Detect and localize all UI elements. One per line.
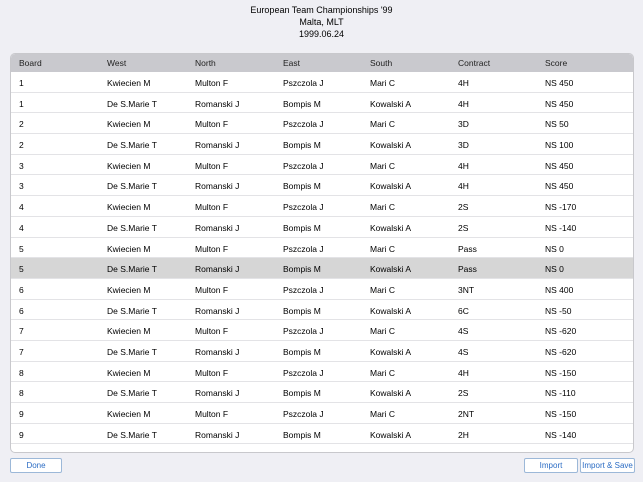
table-row[interactable] xyxy=(11,72,633,93)
table-row[interactable] xyxy=(11,258,633,279)
column-header-score[interactable]: Score xyxy=(545,58,568,68)
cell-score: NS 450 xyxy=(545,181,574,192)
cell-board: 7 xyxy=(19,326,24,337)
cell-board: 7 xyxy=(19,346,24,357)
cell-west: De S.Marie T xyxy=(107,181,157,192)
cell-west: De S.Marie T xyxy=(107,429,157,440)
cell-board: 9 xyxy=(19,429,24,440)
cell-south: Kowalski A xyxy=(370,222,412,233)
cell-north: Romanski J xyxy=(195,98,240,109)
cell-west: De S.Marie T xyxy=(107,305,157,316)
cell-board: 2 xyxy=(19,119,24,130)
cell-north: Multon F xyxy=(195,326,229,337)
cell-north: Multon F xyxy=(195,78,229,88)
done-button[interactable]: Done xyxy=(10,458,62,473)
cell-west: De S.Marie T xyxy=(107,222,157,233)
cell-south: Kowalski A xyxy=(370,264,412,275)
cell-north: Multon F xyxy=(195,243,229,254)
cell-contract: 4H xyxy=(458,181,469,192)
cell-board: 9 xyxy=(19,409,24,419)
cell-north: Multon F xyxy=(195,160,229,171)
cell-south: Kowalski A xyxy=(370,181,412,192)
cell-score: NS -620 xyxy=(545,326,577,337)
event-header xyxy=(0,0,643,44)
cell-south: Kowalski A xyxy=(370,140,412,151)
cell-board: 1 xyxy=(19,78,24,88)
cell-board: 8 xyxy=(19,388,24,399)
cell-east: Bompis M xyxy=(283,181,321,192)
cell-score: NS 0 xyxy=(545,243,564,254)
table-row[interactable] xyxy=(11,93,633,114)
cell-score: NS -140 xyxy=(545,222,577,233)
cell-east: Pszczola J xyxy=(283,78,324,88)
cell-score: NS -150 xyxy=(545,367,577,378)
cell-score: NS -50 xyxy=(545,305,572,316)
cell-south: Mari C xyxy=(370,202,396,213)
cell-north: Romanski J xyxy=(195,181,240,192)
cell-north: Multon F xyxy=(195,409,229,419)
cell-west: Kwiecien M xyxy=(107,367,151,378)
cell-north: Romanski J xyxy=(195,305,240,316)
cell-score: NS 50 xyxy=(545,119,569,130)
cell-contract: 2H xyxy=(458,429,469,440)
column-header-south[interactable]: South xyxy=(370,58,393,68)
column-header-board[interactable]: Board xyxy=(19,58,42,68)
table-row[interactable] xyxy=(11,403,633,424)
column-header-contract[interactable]: Contract xyxy=(458,58,491,68)
cell-east: Bompis M xyxy=(283,222,321,233)
cell-board: 3 xyxy=(19,160,24,171)
column-header-north[interactable]: North xyxy=(195,58,216,68)
column-header-east[interactable]: East xyxy=(283,58,301,68)
cell-south: Mari C xyxy=(370,409,396,419)
cell-board: 3 xyxy=(19,181,24,192)
cell-north: Multon F xyxy=(195,284,229,295)
cell-north: Romanski J xyxy=(195,388,240,399)
cell-south: Mari C xyxy=(370,243,396,254)
table-header xyxy=(11,54,633,72)
cell-east: Pszczola J xyxy=(283,409,324,419)
table-row[interactable] xyxy=(11,175,633,196)
cell-board: 4 xyxy=(19,222,24,233)
cell-south: Kowalski A xyxy=(370,388,412,399)
cell-west: De S.Marie T xyxy=(107,140,157,151)
cell-east: Pszczola J xyxy=(283,160,324,171)
cell-east: Pszczola J xyxy=(283,243,324,254)
cell-east: Pszczola J xyxy=(283,326,324,337)
cell-contract: 6C xyxy=(458,305,469,316)
cell-west: De S.Marie T xyxy=(107,388,157,399)
cell-east: Bompis M xyxy=(283,346,321,357)
results-table xyxy=(10,53,634,453)
table-row[interactable] xyxy=(11,155,633,176)
event-date: 1999.06.24 xyxy=(298,29,345,39)
cell-board: 6 xyxy=(19,305,24,316)
cell-contract: 4H xyxy=(458,160,469,171)
cell-west: Kwiecien M xyxy=(107,160,151,171)
import-button[interactable]: Import xyxy=(524,458,578,473)
table-row[interactable] xyxy=(11,238,633,259)
cell-contract: 4H xyxy=(458,367,469,378)
cell-north: Multon F xyxy=(195,202,229,213)
cell-north: Romanski J xyxy=(195,222,240,233)
cell-board: 1 xyxy=(19,98,24,109)
cell-east: Bompis M xyxy=(283,264,321,275)
cell-score: NS 450 xyxy=(545,78,574,88)
cell-south: Mari C xyxy=(370,284,396,295)
cell-south: Kowalski A xyxy=(370,305,412,316)
cell-east: Pszczola J xyxy=(283,367,324,378)
cell-north: Multon F xyxy=(195,119,229,130)
cell-contract: 3NT xyxy=(458,284,475,295)
cell-south: Mari C xyxy=(370,160,396,171)
cell-west: Kwiecien M xyxy=(107,326,151,337)
cell-contract: 4S xyxy=(458,346,469,357)
cell-score: NS 400 xyxy=(545,284,574,295)
cell-board: 2 xyxy=(19,140,24,151)
cell-board: 5 xyxy=(19,264,24,275)
cell-north: Romanski J xyxy=(195,346,240,357)
table-row[interactable] xyxy=(11,341,633,362)
cell-east: Bompis M xyxy=(283,429,321,440)
cell-west: Kwiecien M xyxy=(107,202,151,213)
cell-contract: 2S xyxy=(458,222,469,233)
cell-contract: Pass xyxy=(458,264,477,275)
cell-east: Bompis M xyxy=(283,98,321,109)
table-row[interactable] xyxy=(11,217,633,238)
cell-east: Bompis M xyxy=(283,140,321,151)
cell-board: 8 xyxy=(19,367,24,378)
cell-south: Mari C xyxy=(370,367,396,378)
cell-contract: 4H xyxy=(458,98,469,109)
cell-score: NS 0 xyxy=(545,264,564,275)
cell-east: Bompis M xyxy=(283,388,321,399)
cell-score: NS -620 xyxy=(545,346,577,357)
cell-north: Romanski J xyxy=(195,140,240,151)
cell-east: Pszczola J xyxy=(283,284,324,295)
import-and-save-button[interactable]: Import & Save xyxy=(580,458,635,473)
cell-west: De S.Marie T xyxy=(107,264,157,275)
cell-score: NS 450 xyxy=(545,98,574,109)
table-row[interactable] xyxy=(11,279,633,300)
table-row[interactable] xyxy=(11,362,633,383)
table-row[interactable] xyxy=(11,196,633,217)
cell-south: Mari C xyxy=(370,326,396,337)
cell-contract: 2S xyxy=(458,202,469,213)
table-body[interactable] xyxy=(11,72,633,452)
cell-west: Kwiecien M xyxy=(107,243,151,254)
cell-west: Kwiecien M xyxy=(107,119,151,130)
event-location: Malta, MLT xyxy=(299,17,344,27)
table-row[interactable] xyxy=(11,300,633,321)
cell-board: 4 xyxy=(19,202,24,213)
cell-contract: 3D xyxy=(458,140,469,151)
cell-east: Pszczola J xyxy=(283,202,324,213)
cell-north: Romanski J xyxy=(195,429,240,440)
cell-east: Pszczola J xyxy=(283,119,324,130)
cell-east: Bompis M xyxy=(283,305,321,316)
table-row[interactable] xyxy=(11,134,633,155)
event-title: European Team Championships '99 xyxy=(250,5,393,15)
cell-south: Mari C xyxy=(370,78,396,88)
cell-score: NS 450 xyxy=(545,160,574,171)
table-row[interactable] xyxy=(11,424,633,445)
cell-score: NS 100 xyxy=(545,140,574,151)
cell-contract: 2S xyxy=(458,388,469,399)
cell-south: Kowalski A xyxy=(370,429,412,440)
cell-contract: 4H xyxy=(458,78,469,88)
cell-score: NS -140 xyxy=(545,429,577,440)
cell-contract: 3D xyxy=(458,119,469,130)
cell-contract: 2NT xyxy=(458,409,475,419)
cell-score: NS -110 xyxy=(545,388,576,399)
table-row[interactable] xyxy=(11,113,633,134)
cell-south: Mari C xyxy=(370,119,396,130)
cell-north: Romanski J xyxy=(195,264,240,275)
cell-west: Kwiecien M xyxy=(107,409,151,419)
cell-west: Kwiecien M xyxy=(107,78,151,88)
cell-west: Kwiecien M xyxy=(107,284,151,295)
cell-west: De S.Marie T xyxy=(107,346,157,357)
cell-contract: 4S xyxy=(458,326,469,337)
cell-board: 6 xyxy=(19,284,24,295)
cell-south: Kowalski A xyxy=(370,98,412,109)
cell-score: NS -170 xyxy=(545,202,577,213)
cell-board: 5 xyxy=(19,243,24,254)
table-row[interactable] xyxy=(11,382,633,403)
cell-score: NS -150 xyxy=(545,409,577,419)
cell-north: Multon F xyxy=(195,367,229,378)
cell-contract: Pass xyxy=(458,243,477,254)
cell-west: De S.Marie T xyxy=(107,98,157,109)
column-header-west[interactable]: West xyxy=(107,58,127,68)
table-row[interactable] xyxy=(11,320,633,341)
cell-south: Kowalski A xyxy=(370,346,412,357)
